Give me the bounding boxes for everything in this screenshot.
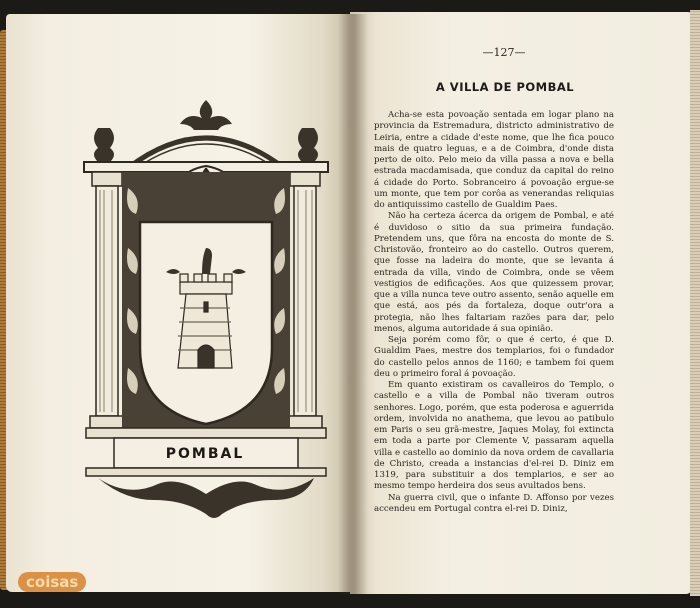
watermark-logo: coisas <box>18 572 86 592</box>
paragraph: Na guerra civil, que o infante D. Affonso por vezes accendeu em Portugal contra el-rei D. Diniz, <box>374 492 614 514</box>
paragraph: Seja porém como fôr, o que é certo, é que D. Gualdim Paes, mestre dos templarios, foi o fundador do castello pelos annos de 1160; e tambem foi quem deu o primeiro foral á povoação. <box>374 335 614 379</box>
page-number: —127— <box>482 46 526 59</box>
plate-caption: POMBAL <box>165 446 245 462</box>
right-page-edges <box>690 10 700 596</box>
book-gutter <box>338 14 368 594</box>
chapter-heading: A VILLA DE POMBAL <box>435 80 575 94</box>
paragraph: Não ha certeza ácerca da origem de Pombal, e até é duvidoso o sitio da sua primeira fundação. Pretendem uns, que fôra na encosta do monte de S. Christovão, fronteiro ao do castello. Outros querem, que fosse na ladeira do monte, que se levanta á entrada da villa, vindo de Coimbra, onde se vêem vestigios de edificações. Aos que quizessem provar, que a villa nunca teve outro assento, senão aquelle em que está, aos pés da fortaleza, doque outr'ora a protegia, não lhes faltariam razões para dar, pelo menos, alguma autoridade á sua opinião. <box>374 211 614 334</box>
paragraph: Em quanto existiram os cavalleiros do Templo, o castello e a villa de Pombal não tiveram outros senhores. Logo, porém, que esta poderosa e aguerrida ordem, involvida no anathema, que levou ao patibulo em Paris o seu grã-mestre, Jaques Molay, foi extincta em toda a parte por Clemente V, passaram aquella villa e castello ao dominio da nova ordem de cavallaria de Christo, creada a instancias d'el-rei D. Diniz em 1319, para substituir a dos templarios, e ser ao mesmo tempo herdeira dos seus avultados bens. <box>374 380 614 492</box>
body-text <box>374 110 614 515</box>
paragraph: Acha-se esta povoação sentada em logar plano na provincia da Estremadura, districto administrativo de Leiria, entre a cidade d'este nome, que lhe fica pouco mais de quatro leguas, e a de Coimbra, d'onde dista perto de oito. Pelo meio da villa passa a nova e bella estrada macdamisada, que conduz da capital do reino á cidade do Porto. Sobranceiro á povoação ergue-se um monte, que tem por corôa as venerandas reliquias do antiquissimo castello de Gualdim Paes. <box>374 110 614 210</box>
